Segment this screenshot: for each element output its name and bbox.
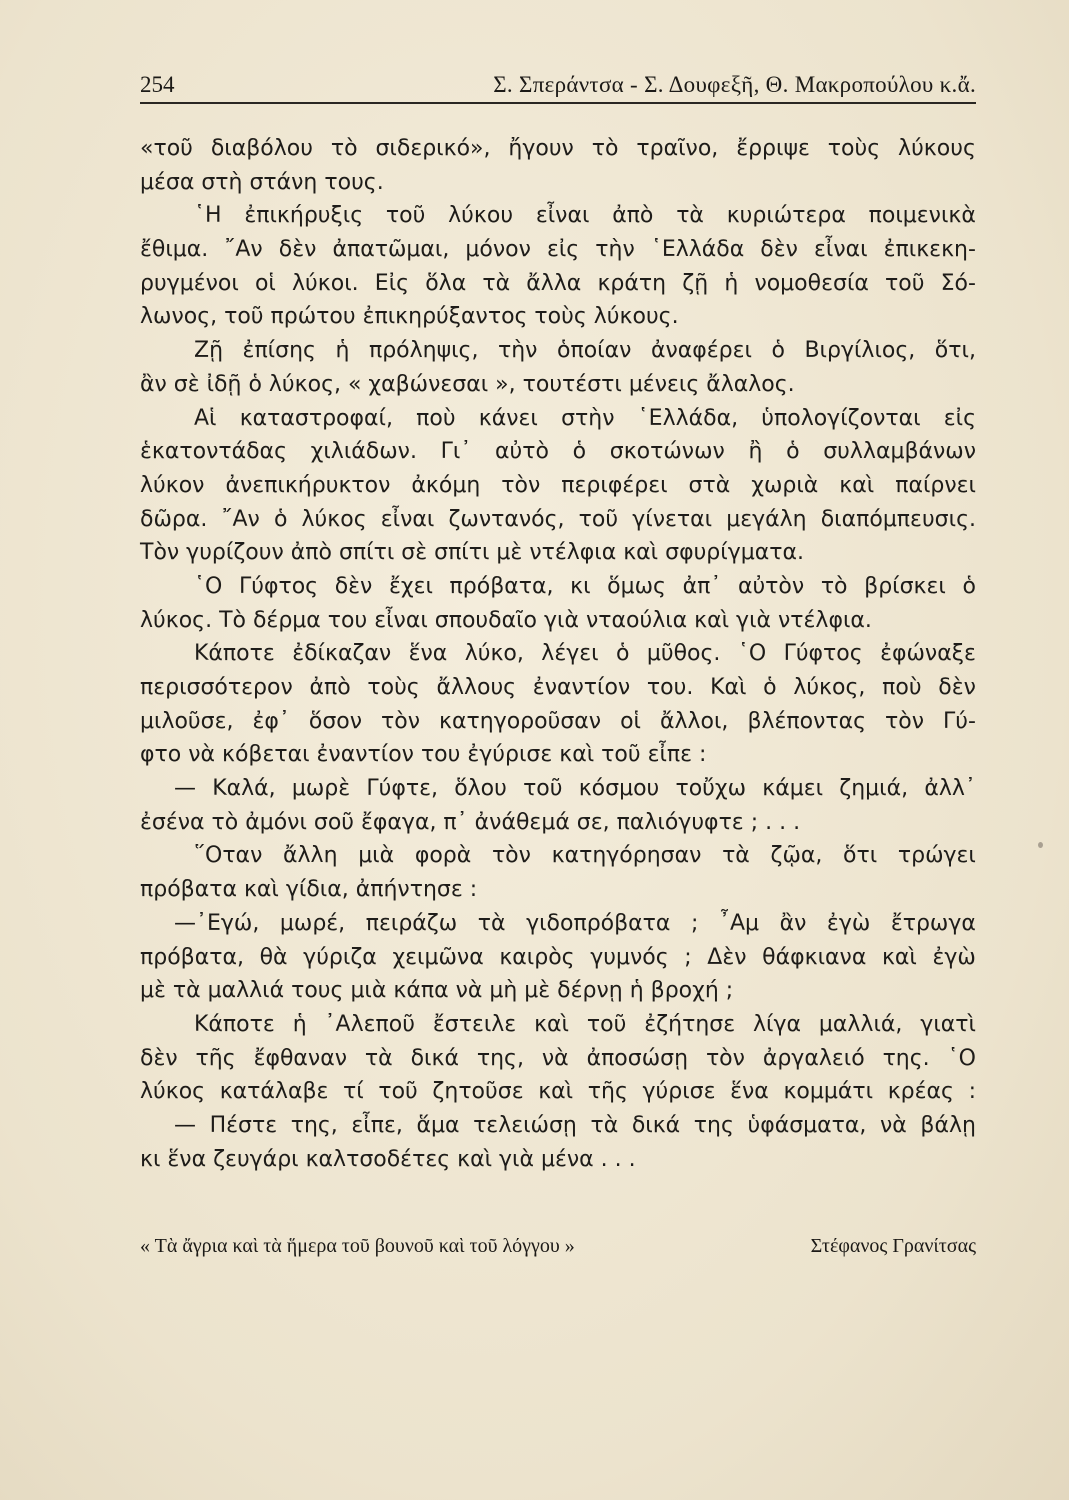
text-line: ἔθιμα. ῎Αν δὲν ἀπατῶμαι, μόνον εἰς τὴν ῾Ελλάδα δὲν εἶναι ἐπικεκη- (140, 237, 976, 263)
text-line: Τὸν γυρίζουν ἀπὸ σπίτι σὲ σπίτι μὲ ντέλφια καὶ σφυρίγματα. (140, 540, 804, 566)
text-line: ἂν σὲ ἰδῇ ὁ λύκος, « χαβώνεσαι », τουτέστι μένεις ἄλαλος. (140, 371, 795, 397)
text-line: δὲν τῆς ἔφθαναν τὰ δικά της, νὰ ἀποσώσῃ τὸν ἀργαλειό της. ῾Ο (140, 1045, 976, 1071)
page-footer (140, 1232, 976, 1260)
running-head: Σ. Σπεράντσα - Σ. Δουφεξῆ, Θ. Μακροπούλου κ.ἄ. (493, 72, 976, 97)
text-line: δῶρα. ῎Αν ὁ λύκος εἶναι ζωντανός, τοῦ γίνεται μεγάλη διαπόμπευσις. (140, 506, 976, 532)
text-line: πρόβατα, θὰ γύριζα χειμῶνα καιρὸς γυμνός ; Δὲν θάφκιανα καὶ ἐγὼ (140, 944, 976, 970)
text-line: περισσότερον ἀπὸ τοὺς ἄλλους ἐναντίον του. Καὶ ὁ λύκος, ποὺ δὲν (140, 675, 976, 700)
text-line: λωνος, τοῦ πρώτου ἐπικηρύξαντος τοὺς λύκους. (140, 304, 679, 330)
text-line: μέσα στὴ στάνη τους. (140, 169, 384, 195)
text-line: — Καλά, μωρὲ Γύφτε, ὅλου τοῦ κόσμου τοὔχω κάμει ζημιά, ἀλλ᾿ (174, 776, 976, 802)
page-number: 254 (140, 72, 175, 97)
text-line: πρόβατα καὶ γίδια, ἀπήντησε : (140, 877, 478, 903)
paper-speck (1038, 842, 1043, 848)
text-line: λύκος. Τὸ δέρμα του εἶναι σπουδαῖο γιὰ νταούλια καὶ γιὰ ντέλφια. (140, 607, 872, 633)
footer-author: Στέφανος Γρανίτσας (810, 1235, 976, 1257)
text-line: ἑκατοντάδας χιλιάδων. Γι᾿ αὐτὸ ὁ σκοτώνων ἢ ὁ συλλαμβάνων (140, 439, 976, 465)
page-header (140, 70, 976, 100)
text-line: Κάποτε ἐδίκαζαν ἕνα λύκο, λέγει ὁ μῦθος. ῾Ο Γύφτος ἐφώναξε (194, 641, 976, 667)
text-line: μιλοῦσε, ἐφ᾿ ὅσον τὸν κατηγοροῦσαν οἱ ἄλλοι, βλέποντας τὸν Γύ- (140, 708, 976, 734)
text-line: λύκος κατάλαβε τί τοῦ ζητοῦσε καὶ τῆς γύρισε ἕνα κομμάτι κρέας : (140, 1079, 976, 1105)
text-line: «τοῦ διαβόλου τὸ σιδερικό», ἤγουν τὸ τραῖνο, ἔρριψε τοὺς λύκους (140, 136, 976, 161)
text-line: ρυγμένοι οἱ λύκοι. Εἰς ὅλα τὰ ἄλλα κράτη ζῇ ἡ νομοθεσία τοῦ Σό- (140, 270, 976, 296)
text-line: ῾Η ἐπικήρυξις τοῦ λύκου εἶναι ἀπὸ τὰ κυριώτερα ποιμενικὰ (194, 203, 976, 229)
text-line: κι ἕνα ζευγάρι καλτσοδέτες καὶ γιὰ μένα . . . (140, 1146, 636, 1172)
text-line: Κάποτε ἡ ᾿Αλεποῦ ἔστειλε καὶ τοῦ ἐζήτησε λίγα μαλλιά, γιατὶ (194, 1011, 976, 1037)
body-text (140, 132, 976, 1176)
text-line: ῞Οταν ἄλλη μιὰ φορὰ τὸν κατηγόρησαν τὰ ζῷα, ὅτι τρώγει (194, 843, 976, 869)
text-line: ἐσένα τὸ ἀμόνι σοῦ ἔφαγα, π᾿ ἀνάθεμά σε, παλιόγυφτε ; . . . (140, 809, 801, 835)
text-line: — Πέστε της, εἶπε, ἅμα τελειώσῃ τὰ δικά της ὑφάσματα, νὰ βάλῃ (174, 1112, 976, 1138)
text-line: —᾿Εγώ, μωρέ, πειράζω τὰ γιδοπρόβατα ; ῏Αμ ἂν ἐγὼ ἔτρωγα (174, 910, 976, 936)
text-line: Αἱ καταστροφαί, ποὺ κάνει στὴν ῾Ελλάδα, ὑπολογίζονται εἰς (194, 405, 976, 431)
text-line: φτο νὰ κόβεται ἐναντίον του ἐγύρισε καὶ τοῦ εἶπε : (140, 742, 707, 768)
text-line: μὲ τὰ μαλλιά τους μιὰ κάπα νὰ μὴ μὲ δέρνῃ ἡ βροχή ; (140, 978, 734, 1004)
text-line: λύκον ἀνεπικήρυκτον ἀκόμη τὸν περιφέρει στὰ χωριὰ καὶ παίρνει (140, 472, 976, 498)
text-line: Ζῇ ἐπίσης ἡ πρόληψις, τὴν ὁποίαν ἀναφέρει ὁ Βιργίλιος, ὅτι, (194, 338, 976, 364)
footer-source: « Τὰ ἄγρια καὶ τὰ ἥμερα τοῦ βουνοῦ καὶ τοῦ λόγγου » (140, 1235, 575, 1257)
header-rule (140, 102, 976, 104)
text-line: ῾Ο Γύφτος δὲν ἔχει πρόβατα, κι ὅμως ἀπ᾿ αὐτὸν τὸ βρίσκει ὁ (194, 573, 976, 599)
